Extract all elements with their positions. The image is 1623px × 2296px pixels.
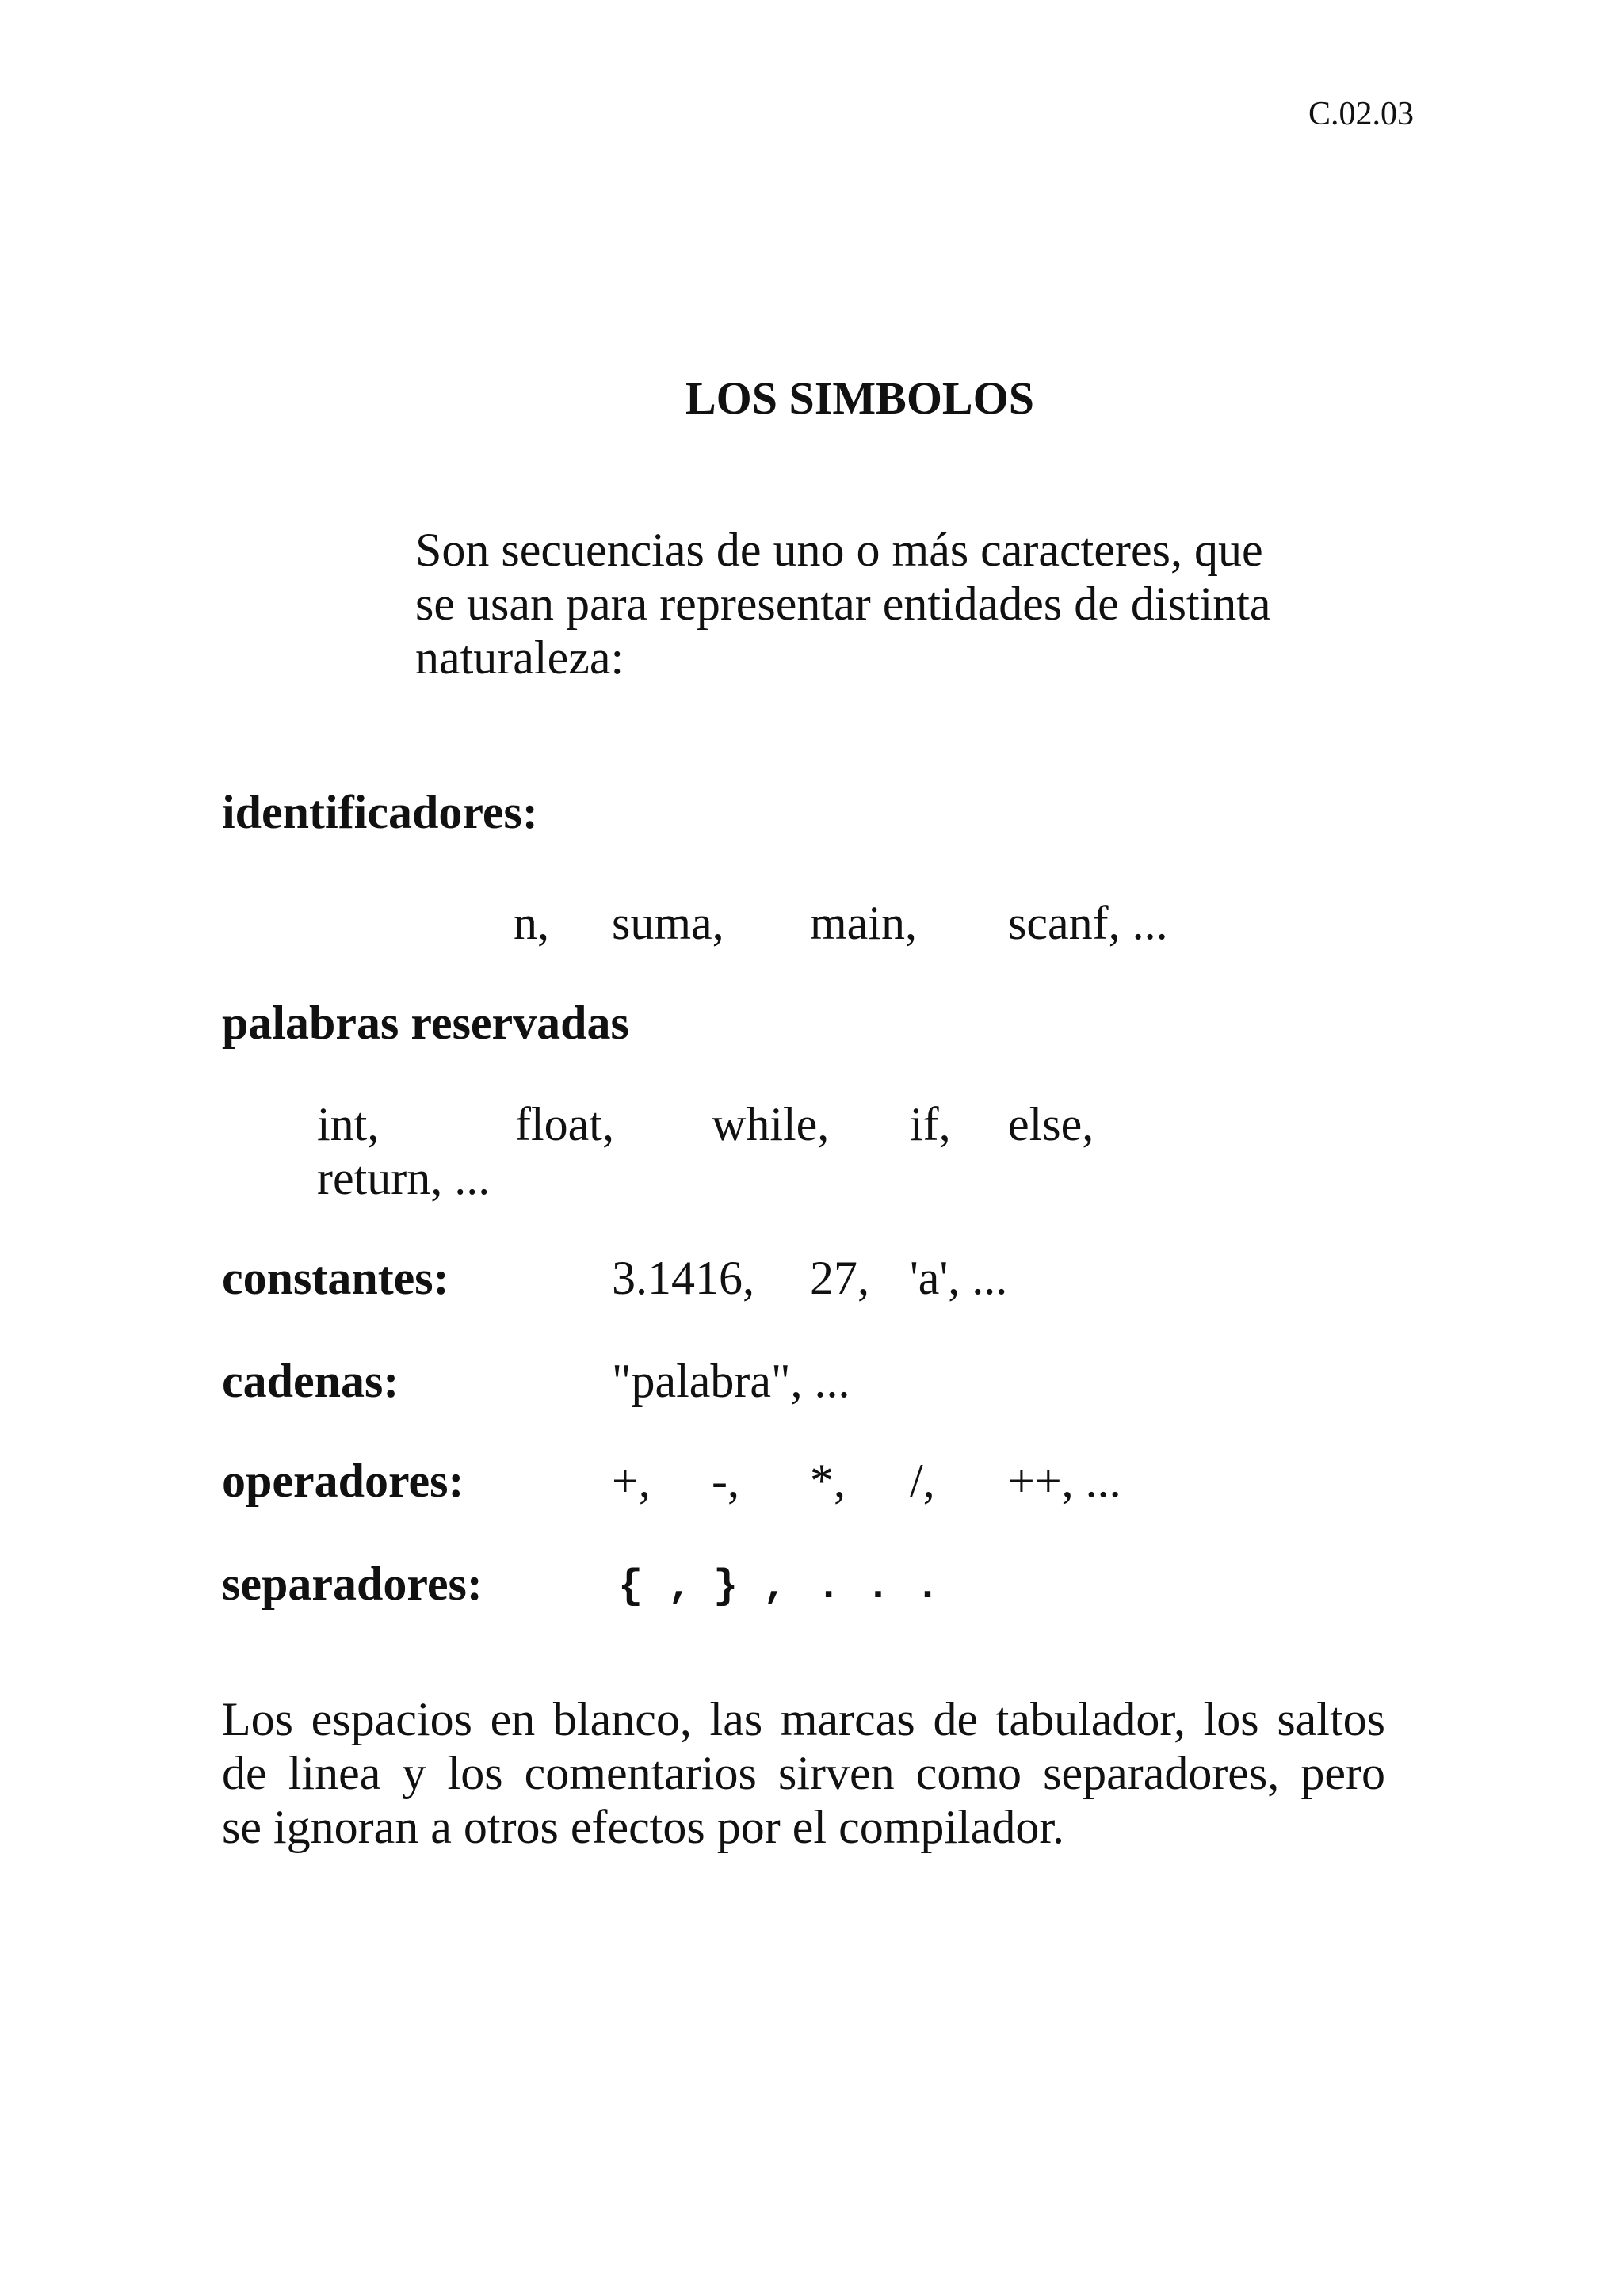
identificador-example: n, — [514, 897, 549, 949]
operador-example: +, — [612, 1455, 651, 1507]
constante-example: 3.1416, — [612, 1252, 754, 1304]
operador-example: ++, ... — [1008, 1455, 1121, 1507]
identificadores-label: identificadores: — [222, 786, 538, 838]
cadena-example: "palabra", ... — [612, 1355, 850, 1407]
separador-example: . . . — [816, 1563, 941, 1610]
closing-paragraph — [222, 1692, 1385, 1854]
palabras-reservadas-label: palabras reservadas — [222, 997, 629, 1049]
closing-line: Los espacios en blanco, las marcas de tabulador, los saltos — [222, 1693, 1385, 1745]
closing-line: de linea y los comentarios sirven como separadores, pero — [222, 1747, 1385, 1799]
palabra-reservada-example: int, — [317, 1098, 380, 1150]
intro-line: naturaleza: — [415, 631, 624, 684]
identificador-example: scanf, ... — [1008, 897, 1168, 949]
intro-paragraph — [415, 523, 1271, 685]
operadores-label: operadores: — [222, 1455, 464, 1507]
page-code: C.02.03 — [1308, 96, 1414, 132]
separador-example: { , — [618, 1563, 693, 1610]
separadores-label: separadores: — [222, 1558, 483, 1610]
identificador-example: suma, — [612, 897, 724, 949]
separador-example: } , — [713, 1563, 788, 1610]
palabra-reservada-example: return, ... — [317, 1152, 491, 1204]
closing-line: se ignoran a otros efectos por el compilador. — [222, 1801, 1065, 1853]
operador-example: -, — [712, 1455, 739, 1507]
operador-example: *, — [810, 1455, 846, 1507]
palabra-reservada-example: if, — [910, 1098, 951, 1150]
operador-example: /, — [910, 1455, 935, 1507]
identificador-example: main, — [810, 897, 917, 949]
page-title: LOS SIMBOLOS — [685, 372, 1034, 424]
intro-line: se usan para representar entidades de distinta — [415, 578, 1271, 630]
cadenas-label: cadenas: — [222, 1355, 399, 1407]
palabra-reservada-example: while, — [712, 1098, 830, 1150]
intro-line: Son secuencias de uno o más caracteres, que — [415, 524, 1263, 576]
constantes-label: constantes: — [222, 1252, 449, 1304]
palabra-reservada-example: float, — [515, 1098, 614, 1150]
constante-example: 27, — [810, 1252, 869, 1304]
constante-example: 'a', ... — [910, 1252, 1008, 1304]
palabra-reservada-example: else, — [1008, 1098, 1094, 1150]
